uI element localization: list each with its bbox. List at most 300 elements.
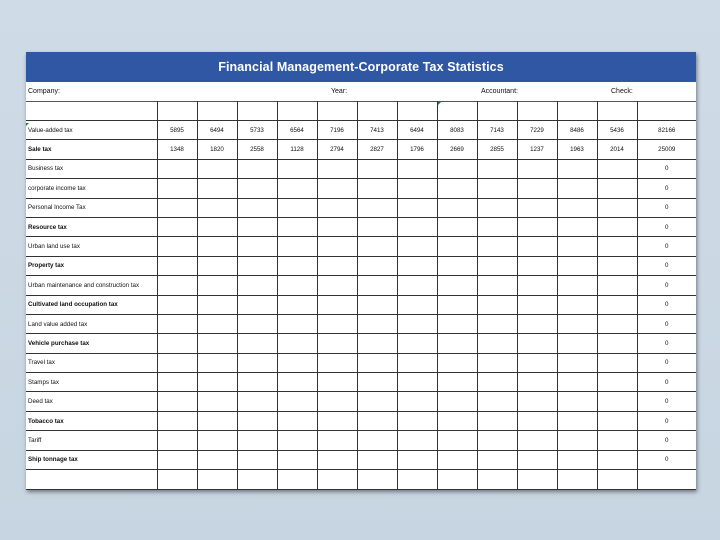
check-label: Check: bbox=[611, 88, 633, 95]
empty-cell[interactable] bbox=[477, 470, 517, 490]
value-cell[interactable] bbox=[397, 198, 437, 217]
total-cell[interactable]: 0 bbox=[637, 314, 696, 333]
empty-cell[interactable] bbox=[237, 101, 277, 121]
value-cell[interactable] bbox=[317, 237, 357, 256]
value-cell[interactable]: 2014 bbox=[597, 140, 637, 159]
empty-cell[interactable] bbox=[397, 470, 437, 490]
value-cell[interactable] bbox=[157, 431, 197, 450]
value-cell[interactable] bbox=[517, 159, 557, 178]
tax-name-cell[interactable]: Property tax bbox=[26, 256, 157, 275]
value-cell[interactable] bbox=[477, 159, 517, 178]
value-cell[interactable] bbox=[597, 411, 637, 430]
value-cell[interactable]: 2669 bbox=[437, 140, 477, 159]
table-row bbox=[26, 314, 696, 333]
value-cell[interactable] bbox=[157, 198, 197, 217]
value-cell[interactable] bbox=[397, 353, 437, 372]
value-cell[interactable] bbox=[517, 179, 557, 198]
value-cell[interactable] bbox=[397, 373, 437, 392]
tax-name-cell[interactable]: Travel tax bbox=[26, 353, 157, 372]
value-cell[interactable] bbox=[197, 237, 237, 256]
value-cell[interactable] bbox=[597, 237, 637, 256]
value-cell[interactable] bbox=[317, 373, 357, 392]
value-cell[interactable] bbox=[517, 392, 557, 411]
value-cell[interactable] bbox=[597, 295, 637, 314]
value-cell[interactable] bbox=[157, 411, 197, 430]
value-cell[interactable] bbox=[437, 237, 477, 256]
value-cell[interactable] bbox=[437, 373, 477, 392]
value-cell[interactable]: 1237 bbox=[517, 140, 557, 159]
tax-name-cell[interactable]: Ship tonnage tax bbox=[26, 450, 157, 469]
empty-cell[interactable] bbox=[357, 101, 397, 121]
value-cell[interactable] bbox=[397, 411, 437, 430]
value-cell[interactable] bbox=[277, 179, 317, 198]
value-cell[interactable] bbox=[357, 431, 397, 450]
empty-cell[interactable] bbox=[597, 470, 637, 490]
value-cell[interactable] bbox=[357, 159, 397, 178]
value-cell[interactable] bbox=[557, 198, 597, 217]
value-cell[interactable] bbox=[277, 159, 317, 178]
value-cell[interactable] bbox=[477, 392, 517, 411]
empty-cell[interactable] bbox=[597, 101, 637, 121]
value-cell[interactable]: 7413 bbox=[357, 121, 397, 140]
total-cell[interactable]: 82166 bbox=[637, 121, 696, 140]
value-cell[interactable] bbox=[517, 450, 557, 469]
value-cell[interactable] bbox=[197, 159, 237, 178]
value-cell[interactable] bbox=[397, 392, 437, 411]
empty-cell[interactable] bbox=[277, 101, 317, 121]
value-cell[interactable] bbox=[157, 334, 197, 353]
empty-cell[interactable] bbox=[517, 470, 557, 490]
value-cell[interactable] bbox=[557, 450, 597, 469]
empty-cell[interactable] bbox=[277, 470, 317, 490]
table-row bbox=[26, 159, 696, 178]
value-cell[interactable] bbox=[477, 411, 517, 430]
value-cell[interactable] bbox=[277, 373, 317, 392]
value-cell[interactable] bbox=[437, 334, 477, 353]
value-cell[interactable] bbox=[237, 295, 277, 314]
value-cell[interactable] bbox=[477, 217, 517, 236]
total-cell[interactable]: 0 bbox=[637, 392, 696, 411]
year-label: Year: bbox=[331, 88, 348, 95]
value-cell[interactable] bbox=[437, 353, 477, 372]
value-cell[interactable] bbox=[517, 295, 557, 314]
value-cell[interactable] bbox=[197, 450, 237, 469]
total-cell[interactable]: 0 bbox=[637, 411, 696, 430]
empty-cell[interactable] bbox=[317, 470, 357, 490]
value-cell[interactable]: 1128 bbox=[277, 140, 317, 159]
empty-cell[interactable] bbox=[157, 101, 197, 121]
value-cell[interactable] bbox=[357, 314, 397, 333]
value-cell[interactable] bbox=[477, 314, 517, 333]
value-cell[interactable] bbox=[277, 411, 317, 430]
value-cell[interactable] bbox=[597, 392, 637, 411]
value-cell[interactable] bbox=[597, 373, 637, 392]
value-cell[interactable] bbox=[197, 295, 237, 314]
value-cell[interactable] bbox=[597, 431, 637, 450]
value-cell[interactable] bbox=[317, 431, 357, 450]
value-cell[interactable] bbox=[157, 353, 197, 372]
value-cell[interactable] bbox=[397, 431, 437, 450]
tax-name-cell[interactable]: Personal Income Tax bbox=[26, 198, 157, 217]
value-cell[interactable] bbox=[197, 373, 237, 392]
value-cell[interactable] bbox=[597, 450, 637, 469]
value-cell[interactable] bbox=[277, 431, 317, 450]
value-cell[interactable] bbox=[397, 295, 437, 314]
value-cell[interactable] bbox=[157, 256, 197, 275]
value-cell[interactable] bbox=[197, 217, 237, 236]
value-cell[interactable] bbox=[557, 295, 597, 314]
value-cell[interactable] bbox=[557, 217, 597, 236]
value-cell[interactable] bbox=[317, 295, 357, 314]
total-cell[interactable]: 0 bbox=[637, 159, 696, 178]
value-cell[interactable] bbox=[357, 198, 397, 217]
value-cell[interactable] bbox=[277, 392, 317, 411]
value-cell[interactable] bbox=[517, 431, 557, 450]
value-cell[interactable] bbox=[197, 179, 237, 198]
value-cell[interactable] bbox=[357, 353, 397, 372]
value-cell[interactable] bbox=[517, 314, 557, 333]
tax-name-cell[interactable]: Resource tax bbox=[26, 217, 157, 236]
value-cell[interactable] bbox=[557, 237, 597, 256]
value-cell[interactable] bbox=[317, 198, 357, 217]
value-cell[interactable]: 6494 bbox=[397, 121, 437, 140]
value-cell[interactable] bbox=[557, 373, 597, 392]
value-cell[interactable]: 7143 bbox=[477, 121, 517, 140]
value-cell[interactable] bbox=[157, 179, 197, 198]
value-cell[interactable] bbox=[237, 450, 277, 469]
value-cell[interactable]: 6564 bbox=[277, 121, 317, 140]
value-cell[interactable] bbox=[477, 353, 517, 372]
value-cell[interactable] bbox=[357, 334, 397, 353]
total-cell[interactable]: 0 bbox=[637, 295, 696, 314]
empty-cell[interactable] bbox=[26, 101, 157, 121]
total-cell[interactable]: 0 bbox=[637, 179, 696, 198]
value-cell[interactable] bbox=[157, 450, 197, 469]
value-cell[interactable] bbox=[397, 179, 437, 198]
tax-name-cell[interactable]: Stamps tax bbox=[26, 373, 157, 392]
value-cell[interactable] bbox=[237, 159, 277, 178]
value-cell[interactable] bbox=[557, 159, 597, 178]
value-cell[interactable] bbox=[357, 276, 397, 295]
value-cell[interactable] bbox=[397, 159, 437, 178]
tax-name-cell[interactable]: Cultivated land occupation tax bbox=[26, 295, 157, 314]
value-cell[interactable] bbox=[357, 179, 397, 198]
value-cell[interactable] bbox=[397, 237, 437, 256]
value-cell[interactable] bbox=[277, 314, 317, 333]
value-cell[interactable] bbox=[397, 217, 437, 236]
value-cell[interactable] bbox=[157, 159, 197, 178]
value-cell[interactable] bbox=[597, 217, 637, 236]
value-cell[interactable] bbox=[477, 237, 517, 256]
value-cell[interactable]: 7229 bbox=[517, 121, 557, 140]
value-cell[interactable] bbox=[437, 217, 477, 236]
value-cell[interactable] bbox=[277, 237, 317, 256]
empty-cell[interactable] bbox=[357, 470, 397, 490]
tax-name-cell[interactable]: Tariff bbox=[26, 431, 157, 450]
tax-name-cell[interactable]: Urban maintenance and construction tax bbox=[26, 276, 157, 295]
table-row bbox=[26, 353, 696, 372]
value-cell[interactable] bbox=[397, 450, 437, 469]
value-cell[interactable] bbox=[597, 198, 637, 217]
spreadsheet bbox=[26, 52, 696, 490]
value-cell[interactable] bbox=[357, 256, 397, 275]
value-cell[interactable] bbox=[557, 392, 597, 411]
total-cell[interactable]: 0 bbox=[637, 276, 696, 295]
total-cell[interactable]: 0 bbox=[637, 256, 696, 275]
table-row bbox=[26, 276, 696, 295]
value-cell[interactable] bbox=[477, 450, 517, 469]
value-cell[interactable] bbox=[437, 411, 477, 430]
value-cell[interactable] bbox=[277, 450, 317, 469]
value-cell[interactable] bbox=[237, 411, 277, 430]
value-cell[interactable] bbox=[197, 276, 237, 295]
value-cell[interactable] bbox=[237, 431, 277, 450]
total-cell[interactable]: 0 bbox=[637, 450, 696, 469]
value-cell[interactable] bbox=[357, 217, 397, 236]
table-row bbox=[26, 373, 696, 392]
value-cell[interactable]: 6494 bbox=[197, 121, 237, 140]
value-cell[interactable] bbox=[237, 276, 277, 295]
value-cell[interactable] bbox=[397, 314, 437, 333]
empty-cell[interactable] bbox=[477, 101, 517, 121]
tax-name-cell[interactable]: Land value added tax bbox=[26, 314, 157, 333]
value-cell[interactable] bbox=[517, 198, 557, 217]
value-cell[interactable] bbox=[477, 276, 517, 295]
value-cell[interactable]: 2794 bbox=[317, 140, 357, 159]
value-cell[interactable] bbox=[517, 373, 557, 392]
value-cell[interactable] bbox=[477, 373, 517, 392]
value-cell[interactable] bbox=[477, 295, 517, 314]
total-cell[interactable]: 0 bbox=[637, 334, 696, 353]
value-cell[interactable] bbox=[277, 256, 317, 275]
value-cell[interactable] bbox=[477, 431, 517, 450]
value-cell[interactable] bbox=[197, 392, 237, 411]
sheet-title: Financial Management-Corporate Tax Statistics bbox=[26, 52, 696, 82]
value-cell[interactable] bbox=[437, 276, 477, 295]
value-cell[interactable] bbox=[277, 295, 317, 314]
value-cell[interactable] bbox=[277, 334, 317, 353]
value-cell[interactable] bbox=[557, 353, 597, 372]
value-cell[interactable]: 2827 bbox=[357, 140, 397, 159]
empty-cell[interactable] bbox=[437, 470, 477, 490]
value-cell[interactable] bbox=[437, 431, 477, 450]
value-cell[interactable] bbox=[597, 314, 637, 333]
value-cell[interactable] bbox=[517, 256, 557, 275]
value-cell[interactable]: 2558 bbox=[237, 140, 277, 159]
empty-cell[interactable] bbox=[26, 470, 157, 490]
value-cell[interactable] bbox=[437, 450, 477, 469]
blank-row bbox=[26, 470, 696, 490]
total-cell[interactable]: 0 bbox=[637, 217, 696, 236]
empty-cell[interactable] bbox=[517, 101, 557, 121]
accountant-label: Accountant: bbox=[481, 88, 518, 95]
value-cell[interactable] bbox=[277, 198, 317, 217]
value-cell[interactable] bbox=[237, 198, 277, 217]
total-cell[interactable]: 0 bbox=[637, 353, 696, 372]
value-cell[interactable] bbox=[517, 334, 557, 353]
tax-name-cell[interactable]: Sale tax bbox=[26, 140, 157, 159]
tax-name-cell[interactable]: Urban land use tax bbox=[26, 237, 157, 256]
value-cell[interactable] bbox=[357, 392, 397, 411]
total-cell[interactable]: 0 bbox=[637, 198, 696, 217]
empty-cell[interactable] bbox=[197, 470, 237, 490]
value-cell[interactable] bbox=[317, 353, 357, 372]
value-cell[interactable] bbox=[437, 295, 477, 314]
value-cell[interactable] bbox=[437, 159, 477, 178]
value-cell[interactable] bbox=[277, 217, 317, 236]
value-cell[interactable] bbox=[397, 256, 437, 275]
empty-cell[interactable] bbox=[637, 101, 696, 121]
table-row bbox=[26, 140, 696, 159]
value-cell[interactable] bbox=[437, 198, 477, 217]
value-cell[interactable] bbox=[197, 411, 237, 430]
empty-cell[interactable] bbox=[637, 470, 696, 490]
value-cell[interactable]: 1348 bbox=[157, 140, 197, 159]
value-cell[interactable] bbox=[477, 334, 517, 353]
tax-name-cell[interactable]: Vehicle purchase tax bbox=[26, 334, 157, 353]
table-row bbox=[26, 217, 696, 236]
value-cell[interactable]: 1796 bbox=[397, 140, 437, 159]
total-cell[interactable]: 0 bbox=[637, 373, 696, 392]
tax-name-cell[interactable]: Tobacco tax bbox=[26, 411, 157, 430]
empty-cell[interactable] bbox=[557, 101, 597, 121]
empty-cell[interactable] bbox=[557, 470, 597, 490]
value-cell[interactable] bbox=[317, 450, 357, 469]
value-cell[interactable] bbox=[237, 392, 277, 411]
value-cell[interactable] bbox=[597, 353, 637, 372]
value-cell[interactable] bbox=[157, 295, 197, 314]
tax-name-cell[interactable]: corporate income tax bbox=[26, 179, 157, 198]
value-cell[interactable] bbox=[317, 256, 357, 275]
value-cell[interactable] bbox=[597, 276, 637, 295]
empty-cell[interactable] bbox=[197, 101, 237, 121]
value-cell[interactable] bbox=[357, 450, 397, 469]
value-cell[interactable] bbox=[517, 411, 557, 430]
value-cell[interactable] bbox=[437, 179, 477, 198]
value-cell[interactable]: 8083 bbox=[437, 121, 477, 140]
value-cell[interactable] bbox=[557, 256, 597, 275]
value-cell[interactable] bbox=[317, 392, 357, 411]
value-cell[interactable] bbox=[437, 392, 477, 411]
value-cell[interactable] bbox=[237, 314, 277, 333]
value-cell[interactable] bbox=[317, 179, 357, 198]
value-cell[interactable] bbox=[557, 179, 597, 198]
value-cell[interactable] bbox=[557, 334, 597, 353]
value-cell[interactable]: 8486 bbox=[557, 121, 597, 140]
tax-name-cell[interactable]: Value-added tax bbox=[26, 121, 157, 140]
value-cell[interactable] bbox=[517, 276, 557, 295]
value-cell[interactable] bbox=[317, 217, 357, 236]
value-cell[interactable] bbox=[357, 411, 397, 430]
value-cell[interactable] bbox=[157, 276, 197, 295]
empty-cell[interactable] bbox=[397, 101, 437, 121]
total-cell[interactable]: 25009 bbox=[637, 140, 696, 159]
tax-name-cell[interactable]: Deed tax bbox=[26, 392, 157, 411]
value-cell[interactable]: 5436 bbox=[597, 121, 637, 140]
meta-row bbox=[26, 82, 696, 102]
value-cell[interactable] bbox=[317, 334, 357, 353]
value-cell[interactable]: 2855 bbox=[477, 140, 517, 159]
value-cell[interactable] bbox=[437, 314, 477, 333]
value-cell[interactable] bbox=[357, 373, 397, 392]
value-cell[interactable] bbox=[517, 217, 557, 236]
value-cell[interactable] bbox=[197, 353, 237, 372]
value-cell[interactable] bbox=[237, 256, 277, 275]
value-cell[interactable]: 1820 bbox=[197, 140, 237, 159]
value-cell[interactable] bbox=[557, 314, 597, 333]
table-row bbox=[26, 295, 696, 314]
value-cell[interactable] bbox=[477, 256, 517, 275]
value-cell[interactable] bbox=[237, 353, 277, 372]
value-cell[interactable] bbox=[197, 198, 237, 217]
value-cell[interactable] bbox=[197, 256, 237, 275]
value-cell[interactable]: 7196 bbox=[317, 121, 357, 140]
value-cell[interactable] bbox=[557, 431, 597, 450]
value-cell[interactable] bbox=[237, 237, 277, 256]
value-cell[interactable] bbox=[437, 256, 477, 275]
total-cell[interactable]: 0 bbox=[637, 431, 696, 450]
value-cell[interactable] bbox=[557, 276, 597, 295]
value-cell[interactable] bbox=[597, 256, 637, 275]
value-cell[interactable] bbox=[357, 295, 397, 314]
total-cell[interactable]: 0 bbox=[637, 237, 696, 256]
empty-cell[interactable] bbox=[237, 470, 277, 490]
value-cell[interactable] bbox=[517, 353, 557, 372]
value-cell[interactable] bbox=[397, 276, 437, 295]
table-row bbox=[26, 392, 696, 411]
value-cell[interactable] bbox=[197, 334, 237, 353]
value-cell[interactable] bbox=[157, 373, 197, 392]
value-cell[interactable] bbox=[237, 334, 277, 353]
value-cell[interactable] bbox=[477, 179, 517, 198]
value-cell[interactable] bbox=[477, 198, 517, 217]
table-row bbox=[26, 179, 696, 198]
empty-cell[interactable] bbox=[317, 101, 357, 121]
value-cell[interactable]: 5733 bbox=[237, 121, 277, 140]
value-cell[interactable] bbox=[597, 179, 637, 198]
value-cell[interactable] bbox=[237, 217, 277, 236]
value-cell[interactable] bbox=[277, 276, 317, 295]
value-cell[interactable] bbox=[597, 159, 637, 178]
table-row bbox=[26, 237, 696, 256]
value-cell[interactable] bbox=[197, 314, 237, 333]
value-cell[interactable] bbox=[157, 217, 197, 236]
value-cell[interactable] bbox=[157, 237, 197, 256]
blank-row bbox=[26, 101, 696, 121]
tax-name-cell[interactable]: Business tax bbox=[26, 159, 157, 178]
value-cell[interactable] bbox=[277, 353, 317, 372]
value-cell[interactable]: 1963 bbox=[557, 140, 597, 159]
value-cell[interactable] bbox=[557, 411, 597, 430]
value-cell[interactable] bbox=[317, 314, 357, 333]
value-cell[interactable] bbox=[237, 179, 277, 198]
value-cell[interactable] bbox=[357, 237, 397, 256]
value-cell[interactable] bbox=[237, 373, 277, 392]
empty-cell[interactable] bbox=[157, 470, 197, 490]
value-cell[interactable] bbox=[597, 334, 637, 353]
value-cell[interactable]: 5895 bbox=[157, 121, 197, 140]
empty-cell[interactable] bbox=[437, 101, 477, 121]
value-cell[interactable] bbox=[317, 159, 357, 178]
table-row bbox=[26, 431, 696, 450]
value-cell[interactable] bbox=[157, 392, 197, 411]
value-cell[interactable] bbox=[317, 276, 357, 295]
value-cell[interactable] bbox=[197, 431, 237, 450]
value-cell[interactable] bbox=[517, 237, 557, 256]
value-cell[interactable] bbox=[397, 334, 437, 353]
value-cell[interactable] bbox=[317, 411, 357, 430]
value-cell[interactable] bbox=[157, 314, 197, 333]
